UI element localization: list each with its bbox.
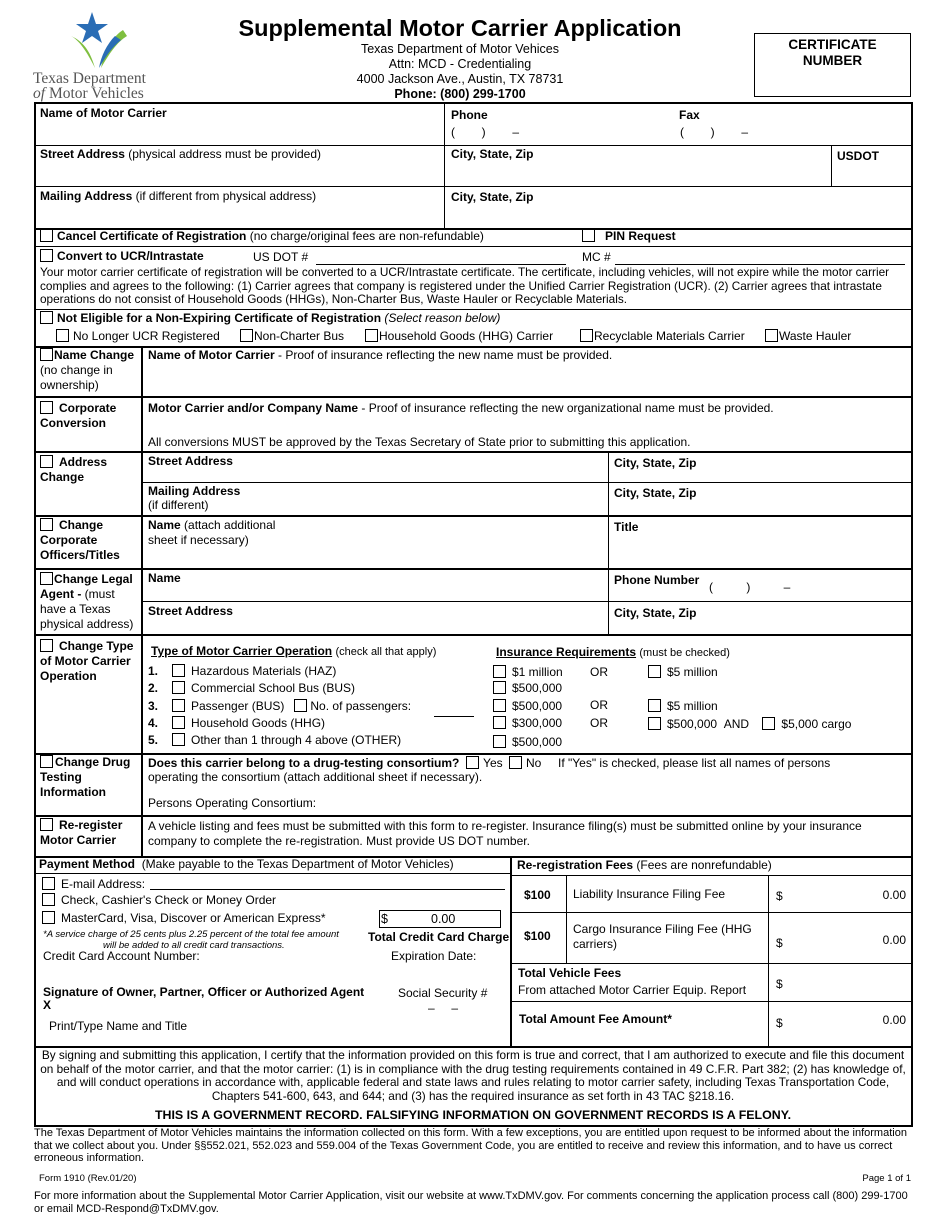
payment-email-input[interactable] bbox=[150, 876, 505, 890]
phone-label: Phone bbox=[451, 108, 488, 122]
not-eligible-label: Not Eligible for a Non-Expiring Certificate of Registration bbox=[57, 311, 382, 325]
insurance-heading bbox=[496, 645, 730, 659]
name-change-field-title: Name of Motor Carrier bbox=[148, 348, 275, 362]
ins-row-1b bbox=[648, 665, 718, 679]
waste-hauler-option bbox=[765, 329, 851, 343]
drug-title2: Testing bbox=[40, 770, 82, 784]
fee-cargo-value[interactable]: 0.00 bbox=[882, 933, 906, 947]
city-state-zip-input[interactable] bbox=[446, 162, 829, 184]
name-change-sub: (no change in ownership) bbox=[40, 363, 113, 392]
addr-csz2-label: City, State, Zip bbox=[614, 486, 697, 500]
optype-item-passenger bbox=[148, 698, 411, 715]
ins-4-and: AND bbox=[723, 717, 750, 731]
optype-passengers-checkbox[interactable] bbox=[294, 699, 307, 712]
certification-text: By signing and submitting this application, I certify that the information provided on this form is true and correct, that I am authorized to execute and file this document on behalf of the motor carrier, and that the motor carrier: (1) is in compliance with the drug testing requirements contained in 49 C.F.R. Part 382; (2) has knowledge of, and will conduct operations in accordance with, applicable federal and state laws and rules relating to motor carrier safety, including Texas Transportation Code, Chapters 541-600, 643, and 644; and (3) has the required insurance as set forth in 43 TAC §218.16. bbox=[40, 1048, 906, 1104]
legal-phone-label: Phone Number bbox=[614, 573, 700, 587]
credit-card-dollar: $ bbox=[381, 912, 388, 926]
fee-liability-dollar: $ bbox=[776, 889, 783, 903]
not-eligible-note: (Select reason below) bbox=[384, 311, 501, 325]
corp-conversion-title1: Corporate bbox=[59, 401, 117, 415]
page-number: Page 1 of 1 bbox=[862, 1173, 911, 1184]
ins-2a-checkbox[interactable] bbox=[493, 681, 506, 694]
fees-heading-note: (Fees are nonrefundable) bbox=[636, 858, 772, 872]
cert-line2: NUMBER bbox=[802, 53, 863, 68]
optype-other-checkbox[interactable] bbox=[172, 733, 185, 746]
ins-3a-label: $500,000 bbox=[512, 699, 563, 713]
city-state-zip-label: City, State, Zip bbox=[451, 147, 534, 161]
name-change-title: Name Change bbox=[54, 348, 135, 362]
legal-agent-title3: have a Texas bbox=[40, 602, 111, 616]
optype-hhg-checkbox[interactable] bbox=[172, 716, 185, 729]
pin-request-checkbox[interactable] bbox=[582, 229, 595, 242]
officers-title2: Corporate bbox=[40, 533, 98, 547]
drug-note1: If "Yes" is checked, please list all names of persons bbox=[557, 756, 831, 770]
phone-input[interactable]: ( ) – bbox=[451, 125, 520, 139]
rereg-checkbox[interactable] bbox=[40, 818, 53, 831]
felony-warning: THIS IS A GOVERNMENT RECORD. FALSIFYING INFORMATION ON GOVERNMENT RECORDS IS A FELONY. bbox=[154, 1108, 792, 1122]
payment-email-row bbox=[42, 877, 145, 891]
payment-email-checkbox[interactable] bbox=[42, 877, 55, 890]
fee-liability-amount: $100 bbox=[524, 888, 551, 902]
ins-row-5 bbox=[493, 735, 562, 749]
ins-3b-label: $5 million bbox=[667, 699, 718, 713]
rereg-text: A vehicle listing and fees must be submitted with this form to re-register. Insurance filing(s) must be submitted online by your insurance company to complete the re-registration. Must provide US DOT number. bbox=[148, 819, 862, 848]
fee-total-value[interactable]: 0.00 bbox=[882, 1013, 906, 1027]
optype-item-other bbox=[148, 732, 411, 749]
optype-num-1: 1. bbox=[148, 664, 159, 678]
legal-agent-title4: physical address) bbox=[40, 617, 134, 631]
street-address-label bbox=[40, 147, 321, 161]
convert-ucr-label: Convert to UCR/Intrastate bbox=[57, 249, 204, 263]
optype-school-bus-label: Commercial School Bus (BUS) bbox=[191, 681, 356, 696]
fax-input[interactable]: ( ) – bbox=[680, 125, 749, 139]
street-address-input[interactable] bbox=[36, 162, 442, 184]
mailing-address-label bbox=[40, 189, 316, 203]
ins-1b-label: $5 million bbox=[667, 665, 718, 679]
pin-request-row bbox=[582, 229, 676, 243]
officers-title1: Change bbox=[59, 518, 104, 532]
corp-conversion-field-note: - Proof of insurance reflecting the new organizational name must be provided. bbox=[361, 401, 774, 415]
payment-heading-title: Payment Method bbox=[39, 857, 136, 871]
payment-card-checkbox[interactable] bbox=[42, 911, 55, 924]
logo-line1: Texas Department bbox=[33, 70, 146, 87]
print-name-input[interactable] bbox=[200, 1017, 500, 1033]
more-info: For more information about the Supplemental Motor Carrier Application, visit our website at www.TxDMV.gov. For comments concerning the application process call (800) 299-1700 or email MCD-Respond@TxDMV.gov. bbox=[34, 1190, 908, 1215]
usdot-label: USDOT bbox=[837, 149, 879, 163]
address-change-section-label bbox=[40, 455, 107, 485]
addr-mailing-label bbox=[148, 484, 240, 512]
cancel-certificate-checkbox[interactable] bbox=[40, 229, 53, 242]
ins-row-4 bbox=[493, 716, 562, 730]
rereg-section-label bbox=[40, 818, 122, 848]
ins-4a-checkbox[interactable] bbox=[493, 716, 506, 729]
non-charter-bus-option bbox=[240, 329, 344, 343]
officers-section-label bbox=[40, 518, 120, 563]
address-change-title2: Change bbox=[40, 470, 85, 484]
convert-ucr-row bbox=[40, 249, 204, 263]
legal-csz-label: City, State, Zip bbox=[614, 606, 697, 620]
payment-email-label: E-mail Address: bbox=[61, 877, 146, 891]
name-change-field-note: - Proof of insurance reflecting the new name must be provided. bbox=[278, 348, 613, 362]
legal-agent-title2b: (must bbox=[84, 587, 115, 601]
drug-checkbox[interactable] bbox=[40, 755, 53, 768]
non-charter-bus-label: Non-Charter Bus bbox=[254, 329, 345, 343]
optype-hhg-label: Household Goods (HHG) bbox=[191, 715, 326, 730]
optype-num-3: 3. bbox=[148, 698, 159, 713]
corp-conversion-field-title: Motor Carrier and/or Company Name bbox=[148, 401, 359, 415]
officers-name-title: Name bbox=[148, 518, 181, 532]
recyclable-option bbox=[580, 329, 745, 343]
cancel-certificate-label: Cancel Certificate of Registration bbox=[57, 229, 247, 243]
optype-title1: Change Type bbox=[59, 639, 134, 653]
name-of-motor-carrier-label: Name of Motor Carrier bbox=[40, 106, 167, 120]
optype-title3: Operation bbox=[40, 669, 97, 683]
mailing-address-title: Mailing Address bbox=[40, 189, 133, 203]
address-change-checkbox[interactable] bbox=[40, 455, 53, 468]
no-longer-ucr-checkbox[interactable] bbox=[56, 329, 69, 342]
optype-item-hhg bbox=[148, 715, 411, 732]
credit-card-amount: 0.00 bbox=[431, 912, 456, 926]
ins-3b-checkbox[interactable] bbox=[648, 699, 661, 712]
passengers-count-input[interactable] bbox=[434, 703, 474, 717]
corp-conversion-notice: All conversions MUST be approved by the Texas Secretary of State prior to submitting this application. bbox=[148, 435, 691, 449]
fee-vehicle-label bbox=[518, 965, 746, 999]
optype-num-2: 2. bbox=[148, 681, 159, 696]
addr-csz-input[interactable] bbox=[610, 470, 911, 481]
hhg-carrier-checkbox[interactable] bbox=[365, 329, 378, 342]
drug-note2: operating the consortium (attach additional sheet if necessary). bbox=[148, 770, 483, 784]
ins-row-3b bbox=[648, 699, 718, 713]
non-charter-bus-checkbox[interactable] bbox=[240, 329, 253, 342]
no-longer-ucr-label: No Longer UCR Registered bbox=[73, 329, 220, 343]
agency-address: 4000 Jackson Ave., Austin, TX 78731 bbox=[356, 72, 564, 86]
pin-request-label: PIN Request bbox=[605, 229, 676, 243]
street-address-title: Street Address bbox=[40, 147, 125, 161]
print-name-label: Print/Type Name and Title bbox=[49, 1019, 188, 1033]
optype-item-school-bus bbox=[148, 680, 411, 697]
optype-school-bus-checkbox[interactable] bbox=[172, 681, 185, 694]
service-charge-line2: will be added to all credit card transactions. bbox=[103, 940, 285, 951]
legal-agent-checkbox[interactable] bbox=[40, 572, 53, 585]
not-eligible-checkbox[interactable] bbox=[40, 311, 53, 324]
addr-street-label: Street Address bbox=[148, 454, 233, 468]
name-change-input[interactable] bbox=[146, 364, 911, 394]
txdmv-logo bbox=[30, 10, 170, 102]
address-change-title1: Address bbox=[59, 455, 108, 469]
fee-vehicle-note: From attached Motor Carrier Equip. Report bbox=[518, 983, 747, 997]
optype-other-label: Other than 1 through 4 above (OTHER) bbox=[191, 733, 402, 748]
fee-total-label: Total Amount Fee Amount* bbox=[519, 1012, 672, 1026]
drug-persons-input[interactable] bbox=[330, 794, 905, 812]
mailing-address-input[interactable] bbox=[36, 204, 442, 226]
cc-expiration-input[interactable] bbox=[483, 947, 508, 963]
rereg-title2: Motor Carrier bbox=[40, 833, 117, 847]
convert-ucr-checkbox[interactable] bbox=[40, 249, 53, 262]
optype-item-haz bbox=[148, 663, 411, 680]
fee-total-dollar: $ bbox=[776, 1016, 783, 1030]
drug-section-label bbox=[40, 755, 130, 800]
payment-check-row bbox=[42, 893, 276, 907]
form-number: Form 1910 (Rev.01/20) bbox=[39, 1173, 137, 1184]
fee-cargo-desc: Cargo Insurance Filing Fee (HHG carriers) bbox=[573, 922, 752, 951]
ins-4b-label: $500,000 bbox=[667, 717, 718, 731]
ins-4c-checkbox[interactable] bbox=[762, 717, 775, 730]
payment-check-label: Check, Cashier's Check or Money Order bbox=[61, 893, 277, 907]
payment-heading bbox=[39, 857, 454, 871]
waste-hauler-checkbox[interactable] bbox=[765, 329, 778, 342]
optype-heading-note: (check all that apply) bbox=[335, 646, 437, 658]
street-address-note: (physical address must be provided) bbox=[128, 147, 322, 161]
page-title: Supplemental Motor Carrier Application bbox=[238, 15, 682, 41]
convert-ucr-text: Your motor carrier certificate of registration will be converted to a UCR/Intrastate certificate. The certificate, including vehicles, will not expire while the motor carrier complies and agrees to the following: (1) Carrier agrees that company is registered under the Unified Carrier Registration (UCR). (2) Carrier agrees that intrastate operations do not consist of Household Goods (HHGs), Non-Charter Bus, Waste Hauler or Recyclable Materials. bbox=[40, 265, 890, 306]
legal-agent-title2: Agent - bbox=[40, 587, 82, 601]
optype-passenger-label: Passenger (BUS) bbox=[191, 698, 285, 713]
recyclable-label: Recyclable Materials Carrier bbox=[594, 329, 745, 343]
optype-section-label bbox=[40, 639, 133, 684]
service-charge-line1: *A service charge of 25 cents plus 2.25 percent of the total fee amount bbox=[43, 929, 339, 940]
payment-card-row bbox=[42, 911, 326, 925]
payment-heading-note: (Make payable to the Texas Department of Motor Vehicles) bbox=[141, 857, 454, 871]
waste-hauler-label: Waste Hauler bbox=[779, 329, 852, 343]
fee-cargo-dollar: $ bbox=[776, 936, 783, 950]
logo-of: of bbox=[33, 85, 46, 102]
total-credit-card-label: Total Credit Card Charge bbox=[368, 930, 510, 944]
officers-name-label bbox=[148, 518, 275, 548]
optype-num-5: 5. bbox=[148, 733, 159, 748]
ins-row-3 bbox=[493, 699, 562, 713]
convert-usdot-label: US DOT # bbox=[253, 250, 309, 264]
officers-title-label: Title bbox=[614, 520, 639, 534]
signature-label: Signature of Owner, Partner, Officer or Authorized Agent bbox=[43, 985, 365, 999]
fee-vehicle-value[interactable] bbox=[800, 972, 906, 990]
optype-checkbox[interactable] bbox=[40, 639, 53, 652]
fee-vehicle-dollar: $ bbox=[776, 977, 783, 991]
optype-list bbox=[148, 663, 411, 749]
ins-5a-checkbox[interactable] bbox=[493, 735, 506, 748]
officers-checkbox[interactable] bbox=[40, 518, 53, 531]
optype-title2: of Motor Carrier bbox=[40, 654, 131, 668]
not-eligible-row bbox=[40, 311, 500, 325]
convert-usdot-input[interactable] bbox=[316, 250, 566, 265]
convert-mc-input[interactable] bbox=[615, 250, 905, 265]
optype-passengers-label: No. of passengers: bbox=[310, 698, 412, 713]
drug-question-row bbox=[148, 756, 830, 770]
ins-1a-checkbox[interactable] bbox=[493, 665, 506, 678]
legal-name-label: Name bbox=[148, 571, 181, 585]
cancel-certificate-note: (no charge/original fees are non-refundable) bbox=[249, 229, 484, 243]
rereg-title1: Re-register bbox=[59, 818, 123, 832]
ins-1a-label: $1 million bbox=[512, 665, 563, 679]
logo-motor-vehicles: Motor Vehicles bbox=[48, 85, 144, 102]
certificate-number-box bbox=[754, 33, 911, 97]
drug-no-checkbox[interactable] bbox=[509, 756, 522, 769]
signature-x: X bbox=[43, 998, 52, 1012]
officers-name-note2: sheet if necessary) bbox=[148, 533, 249, 547]
ins-1-or: OR bbox=[590, 665, 608, 679]
insurance-heading-note: (must be checked) bbox=[639, 647, 730, 659]
ssn-label: Social Security # bbox=[398, 986, 488, 1000]
ins-4a-label: $300,000 bbox=[512, 716, 563, 730]
officers-title3: Officers/Titles bbox=[40, 548, 120, 562]
hhg-carrier-option bbox=[365, 329, 553, 343]
drug-question: Does this carrier belong to a drug-testing consortium? bbox=[148, 756, 460, 770]
cancel-certificate-row bbox=[40, 229, 484, 243]
cc-expiration-label: Expiration Date: bbox=[391, 949, 477, 963]
optype-heading bbox=[151, 644, 436, 658]
ins-row-2 bbox=[493, 681, 562, 695]
drug-yes-label: Yes bbox=[483, 756, 503, 770]
optype-haz-label: Hazardous Materials (HAZ) bbox=[191, 664, 337, 678]
ins-4c-label: $5,000 cargo bbox=[781, 717, 852, 731]
payment-check-checkbox[interactable] bbox=[42, 893, 55, 906]
addr-street-input[interactable] bbox=[146, 469, 606, 481]
mailing-address-note: (if different from physical address) bbox=[135, 189, 317, 203]
city-state-zip-2-label: City, State, Zip bbox=[451, 190, 534, 204]
credit-card-total-box[interactable] bbox=[379, 910, 501, 928]
hhg-carrier-label: Household Goods (HHG) Carrier bbox=[379, 329, 554, 343]
agency-name: Texas Department of Motor Vehices bbox=[360, 42, 559, 56]
legal-phone-input[interactable]: ( ) – bbox=[709, 580, 791, 594]
ins-row-1 bbox=[493, 665, 563, 679]
optype-haz-checkbox[interactable] bbox=[172, 664, 185, 677]
city-state-zip-2-input[interactable] bbox=[446, 205, 911, 226]
legal-name-input[interactable] bbox=[146, 586, 606, 599]
addr-mailing-note: (if different) bbox=[148, 498, 209, 512]
privacy-notice: The Texas Department of Motor Vehicles maintains the information collected on this form. With a few exceptions, you are entitled upon request to be informed about the information that we collect about you. Under §§552.021, 552.023 and 559.004 of the Texas Government Code, you are entitled to receive and review this information, and to have us correct erroneous information. bbox=[34, 1127, 907, 1164]
fax-label: Fax bbox=[679, 108, 700, 122]
fee-liability-desc: Liability Insurance Filing Fee bbox=[573, 887, 726, 901]
ssn-input[interactable]: – – bbox=[428, 1001, 459, 1015]
drug-title3: Information bbox=[40, 785, 106, 799]
fees-heading bbox=[517, 858, 772, 872]
insurance-heading-title: Insurance Requirements bbox=[496, 645, 637, 659]
cc-account-input[interactable] bbox=[210, 947, 380, 963]
ins-2a-label: $500,000 bbox=[512, 681, 563, 695]
ins-3-or: OR bbox=[590, 698, 608, 712]
fee-vehicle-title: Total Vehicle Fees bbox=[518, 966, 622, 980]
legal-agent-title1: Change Legal bbox=[54, 572, 133, 586]
signature-input[interactable] bbox=[55, 998, 395, 1013]
payment-card-label: MasterCard, Visa, Discover or American Express* bbox=[61, 911, 326, 925]
name-change-field-label bbox=[148, 348, 612, 362]
corp-conversion-checkbox[interactable] bbox=[40, 401, 53, 414]
name-of-motor-carrier-input[interactable] bbox=[36, 120, 442, 143]
ins-4-or: OR bbox=[590, 716, 608, 730]
optype-heading-title: Type of Motor Carrier Operation bbox=[151, 644, 333, 658]
agency-phone: Phone: (800) 299-1700 bbox=[394, 87, 526, 101]
no-longer-ucr-option bbox=[56, 329, 220, 343]
drug-title1: Change Drug bbox=[55, 755, 131, 769]
agency-attn: Attn: MCD - Credentialing bbox=[388, 57, 532, 71]
ins-4b-checkbox[interactable] bbox=[648, 717, 661, 730]
addr-mailing-title: Mailing Address bbox=[148, 484, 241, 498]
usdot-input[interactable] bbox=[833, 164, 911, 184]
drug-no-label: No bbox=[525, 756, 542, 770]
fee-cargo-amount: $100 bbox=[524, 929, 551, 943]
ins-row-4b bbox=[648, 717, 851, 731]
optype-num-4: 4. bbox=[148, 715, 159, 730]
drug-persons-label: Persons Operating Consortium: bbox=[148, 796, 317, 810]
recyclable-checkbox[interactable] bbox=[580, 329, 593, 342]
legal-street-label: Street Address bbox=[148, 604, 233, 618]
cc-account-label: Credit Card Account Number: bbox=[43, 949, 200, 963]
legal-agent-section-label bbox=[40, 572, 140, 632]
convert-mc-label: MC # bbox=[582, 250, 611, 264]
cert-line1: CERTIFICATE bbox=[788, 37, 877, 52]
corp-conversion-input[interactable] bbox=[146, 417, 911, 433]
corp-conversion-field-label bbox=[148, 401, 774, 415]
name-change-checkbox[interactable] bbox=[40, 348, 53, 361]
ins-5a-label: $500,000 bbox=[512, 735, 563, 749]
officers-name-note1: (attach additional bbox=[184, 518, 276, 532]
ins-1b-checkbox[interactable] bbox=[648, 665, 661, 678]
fee-liability-value[interactable]: 0.00 bbox=[882, 888, 906, 902]
fees-heading-title: Re-registration Fees bbox=[517, 858, 634, 872]
ins-3a-checkbox[interactable] bbox=[493, 699, 506, 712]
txdmv-star-swoosh-icon bbox=[65, 10, 135, 70]
corp-conversion-section-label bbox=[40, 401, 116, 431]
addr-csz-label: City, State, Zip bbox=[614, 456, 697, 470]
corp-conversion-title2: Conversion bbox=[40, 416, 107, 430]
name-change-section-label bbox=[40, 348, 140, 393]
logo-line2 bbox=[33, 85, 144, 103]
drug-yes-checkbox[interactable] bbox=[466, 756, 479, 769]
optype-passenger-checkbox[interactable] bbox=[172, 699, 185, 712]
